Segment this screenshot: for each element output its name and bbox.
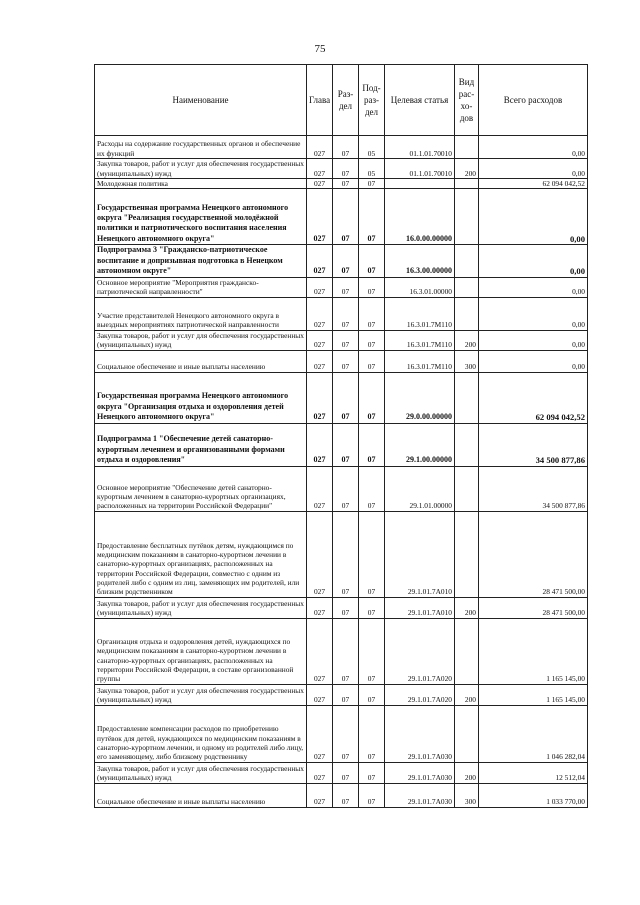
cell-expense-type <box>455 511 479 597</box>
cell-total: 62 094 042,52 <box>479 372 588 423</box>
cell-total: 34 500 877,86 <box>479 466 588 511</box>
cell-chapter: 027 <box>307 762 333 783</box>
cell-subsection: 07 <box>359 511 385 597</box>
cell-total: 0,00 <box>479 159 588 179</box>
table-row <box>95 466 588 511</box>
cell-target: 01.1.01.70010 <box>385 136 455 159</box>
cell-chapter: 027 <box>307 297 333 330</box>
header-expense-type: Вид рас-хо-дов <box>455 65 479 136</box>
cell-name: Основное мероприятие "Обеспечение детей санаторно-курортным лечением в санаторно-курортных организациях, расположенных на территории Российской Федерации" <box>95 466 307 511</box>
cell-chapter: 027 <box>307 466 333 511</box>
cell-subsection: 07 <box>359 350 385 372</box>
header-target: Целевая статья <box>385 65 455 136</box>
cell-name: Предоставление бесплатных путёвок детям, нуждающимся по медицинским показаниям в санаторно-курортном лечении в санаторно-курортных организациях, расположенных на территории Российской Федерации, совместно с одним из родителей либо с одним из лиц, заменяющих им родителей, или близким родственником <box>95 511 307 597</box>
cell-name: Закупка товаров, работ и услуг для обеспечения государственных (муниципальных) нужд <box>95 159 307 179</box>
cell-target: 29.1.01.7А030 <box>385 783 455 807</box>
cell-expense-type <box>455 189 479 245</box>
cell-target: 16.3.01.7М110 <box>385 330 455 350</box>
cell-total: 1 165 145,00 <box>479 684 588 705</box>
header-name: Наименование <box>95 65 307 136</box>
cell-section: 07 <box>333 179 359 189</box>
cell-total: 0,00 <box>479 189 588 245</box>
cell-section: 07 <box>333 189 359 245</box>
cell-expense-type <box>455 136 479 159</box>
cell-subsection: 07 <box>359 330 385 350</box>
cell-target: 29.0.00.00000 <box>385 372 455 423</box>
cell-target: 29.1.01.7А030 <box>385 705 455 762</box>
cell-chapter: 027 <box>307 372 333 423</box>
table-row <box>95 159 588 179</box>
cell-expense-type <box>455 705 479 762</box>
table-row <box>95 511 588 597</box>
cell-name: Государственная программа Ненецкого автономного округа "Реализация государственной молодёжной политики и патриотического воспитания населения Ненецкого автономного округа" <box>95 189 307 245</box>
cell-section: 07 <box>333 159 359 179</box>
cell-total: 34 500 877,86 <box>479 423 588 466</box>
table-row <box>95 297 588 330</box>
cell-expense-type <box>455 466 479 511</box>
cell-chapter: 027 <box>307 245 333 277</box>
table-row <box>95 618 588 684</box>
cell-section: 07 <box>333 511 359 597</box>
cell-subsection: 07 <box>359 277 385 297</box>
cell-target: 29.1.01.7А030 <box>385 762 455 783</box>
cell-section: 07 <box>333 277 359 297</box>
cell-name: Закупка товаров, работ и услуг для обеспечения государственных (муниципальных) нужд <box>95 762 307 783</box>
cell-section: 07 <box>333 783 359 807</box>
table-row <box>95 136 588 159</box>
cell-expense-type: 300 <box>455 783 479 807</box>
cell-name: Расходы на содержание государственных органов и обеспечение их функций <box>95 136 307 159</box>
cell-target: 29.1.01.7А020 <box>385 684 455 705</box>
cell-target: 29.1.00.00000 <box>385 423 455 466</box>
cell-subsection: 05 <box>359 159 385 179</box>
cell-section: 07 <box>333 330 359 350</box>
cell-section: 07 <box>333 350 359 372</box>
cell-total: 0,00 <box>479 330 588 350</box>
cell-expense-type <box>455 618 479 684</box>
cell-expense-type: 200 <box>455 684 479 705</box>
cell-expense-type: 200 <box>455 330 479 350</box>
cell-total: 12 512,04 <box>479 762 588 783</box>
cell-total: 0,00 <box>479 277 588 297</box>
cell-target: 29.1.01.00000 <box>385 466 455 511</box>
cell-subsection: 07 <box>359 597 385 618</box>
cell-target: 29.1.01.7А010 <box>385 511 455 597</box>
cell-section: 07 <box>333 618 359 684</box>
cell-expense-type: 200 <box>455 159 479 179</box>
cell-chapter: 027 <box>307 159 333 179</box>
cell-subsection: 07 <box>359 297 385 330</box>
cell-chapter: 027 <box>307 597 333 618</box>
table-row <box>95 372 588 423</box>
cell-expense-type <box>455 277 479 297</box>
cell-subsection: 07 <box>359 189 385 245</box>
cell-total: 1 046 282,04 <box>479 705 588 762</box>
cell-chapter: 027 <box>307 423 333 466</box>
cell-chapter: 027 <box>307 330 333 350</box>
cell-expense-type: 200 <box>455 597 479 618</box>
cell-subsection: 07 <box>359 705 385 762</box>
cell-target: 16.3.01.7М110 <box>385 297 455 330</box>
page-number: 75 <box>314 43 326 55</box>
cell-subsection: 07 <box>359 783 385 807</box>
cell-subsection: 07 <box>359 466 385 511</box>
cell-chapter: 027 <box>307 277 333 297</box>
cell-total: 62 094 042,52 <box>479 179 588 189</box>
cell-section: 07 <box>333 762 359 783</box>
budget-table <box>94 64 588 808</box>
cell-name: Предоставление компенсации расходов по приобретению путёвок для детей, нуждающихся по медицинским показаниям в санаторно-курортном лечении, и одному из родителей либо лицу, его заменяющему, либо близкому родственнику <box>95 705 307 762</box>
cell-total: 0,00 <box>479 350 588 372</box>
cell-total: 1 165 145,00 <box>479 618 588 684</box>
cell-subsection: 07 <box>359 684 385 705</box>
cell-expense-type <box>455 423 479 466</box>
cell-chapter: 027 <box>307 618 333 684</box>
cell-target: 16.3.00.00000 <box>385 245 455 277</box>
cell-target: 16.3.01.7М110 <box>385 350 455 372</box>
cell-expense-type: 200 <box>455 762 479 783</box>
header-section: Раз-дел <box>333 65 359 136</box>
cell-chapter: 027 <box>307 684 333 705</box>
cell-target: 29.1.01.7А010 <box>385 597 455 618</box>
cell-total: 0,00 <box>479 245 588 277</box>
cell-chapter: 027 <box>307 136 333 159</box>
header-row <box>95 65 588 136</box>
cell-total: 28 471 500,00 <box>479 597 588 618</box>
cell-chapter: 027 <box>307 189 333 245</box>
table-row <box>95 423 588 466</box>
cell-name: Закупка товаров, работ и услуг для обеспечения государственных (муниципальных) нужд <box>95 597 307 618</box>
cell-section: 07 <box>333 684 359 705</box>
cell-target: 16.3.01.00000 <box>385 277 455 297</box>
cell-section: 07 <box>333 372 359 423</box>
table-row <box>95 189 588 245</box>
cell-section: 07 <box>333 297 359 330</box>
table-row <box>95 245 588 277</box>
table-row <box>95 684 588 705</box>
cell-name: Молодежная политика <box>95 179 307 189</box>
cell-expense-type <box>455 372 479 423</box>
cell-total: 28 471 500,00 <box>479 511 588 597</box>
table-row <box>95 330 588 350</box>
cell-expense-type: 300 <box>455 350 479 372</box>
table-row <box>95 350 588 372</box>
cell-chapter: 027 <box>307 511 333 597</box>
cell-subsection: 05 <box>359 136 385 159</box>
cell-section: 07 <box>333 705 359 762</box>
cell-name: Организация отдыха и оздоровления детей, нуждающихся по медицинским показаниям в санаторно-курортном лечении в санаторно-курортных организациях, расположенных на территории Российской Федерации, в составе организованной группы <box>95 618 307 684</box>
cell-chapter: 027 <box>307 783 333 807</box>
table-row <box>95 705 588 762</box>
cell-name: Социальное обеспечение и иные выплаты населению <box>95 350 307 372</box>
cell-expense-type <box>455 245 479 277</box>
cell-total: 0,00 <box>479 297 588 330</box>
table-row <box>95 597 588 618</box>
cell-section: 07 <box>333 597 359 618</box>
header-total: Всего расходов <box>479 65 588 136</box>
header-subsection: Под-раз-дел <box>359 65 385 136</box>
cell-name: Участие представителей Ненецкого автономного округа в выездных мероприятиях патриотической направленности <box>95 297 307 330</box>
cell-subsection: 07 <box>359 179 385 189</box>
cell-section: 07 <box>333 245 359 277</box>
cell-chapter: 027 <box>307 350 333 372</box>
table-row <box>95 783 588 807</box>
cell-expense-type <box>455 179 479 189</box>
cell-subsection: 07 <box>359 618 385 684</box>
cell-name: Закупка товаров, работ и услуг для обеспечения государственных (муниципальных) нужд <box>95 330 307 350</box>
table-row <box>95 277 588 297</box>
cell-name: Государственная программа Ненецкого автономного округа "Организация отдыха и оздоровления детей Ненецкого автономного округа" <box>95 372 307 423</box>
cell-name: Социальное обеспечение и иные выплаты населению <box>95 783 307 807</box>
cell-expense-type <box>455 297 479 330</box>
cell-chapter: 027 <box>307 705 333 762</box>
cell-section: 07 <box>333 466 359 511</box>
cell-section: 07 <box>333 136 359 159</box>
cell-name: Основное мероприятие "Мероприятия гражданско-патриотической направленности" <box>95 277 307 297</box>
cell-subsection: 07 <box>359 372 385 423</box>
cell-total: 0,00 <box>479 136 588 159</box>
cell-target: 29.1.01.7А020 <box>385 618 455 684</box>
table-row <box>95 179 588 189</box>
cell-target <box>385 179 455 189</box>
cell-target: 16.0.00.00000 <box>385 189 455 245</box>
cell-target: 01.1.01.70010 <box>385 159 455 179</box>
cell-name: Закупка товаров, работ и услуг для обеспечения государственных (муниципальных) нужд <box>95 684 307 705</box>
table-row <box>95 762 588 783</box>
cell-chapter: 027 <box>307 179 333 189</box>
cell-name: Подпрограмма 1 "Обеспечение детей санаторно-курортным лечением и организованными формами отдыха и оздоровления" <box>95 423 307 466</box>
cell-subsection: 07 <box>359 423 385 466</box>
cell-subsection: 07 <box>359 245 385 277</box>
cell-subsection: 07 <box>359 762 385 783</box>
cell-section: 07 <box>333 423 359 466</box>
cell-total: 1 033 770,00 <box>479 783 588 807</box>
header-chapter: Глава <box>307 65 333 136</box>
cell-name: Подпрограмма 3 "Гражданско-патриотическое воспитание и допризывная подготовка в Ненецком автономном округе" <box>95 245 307 277</box>
